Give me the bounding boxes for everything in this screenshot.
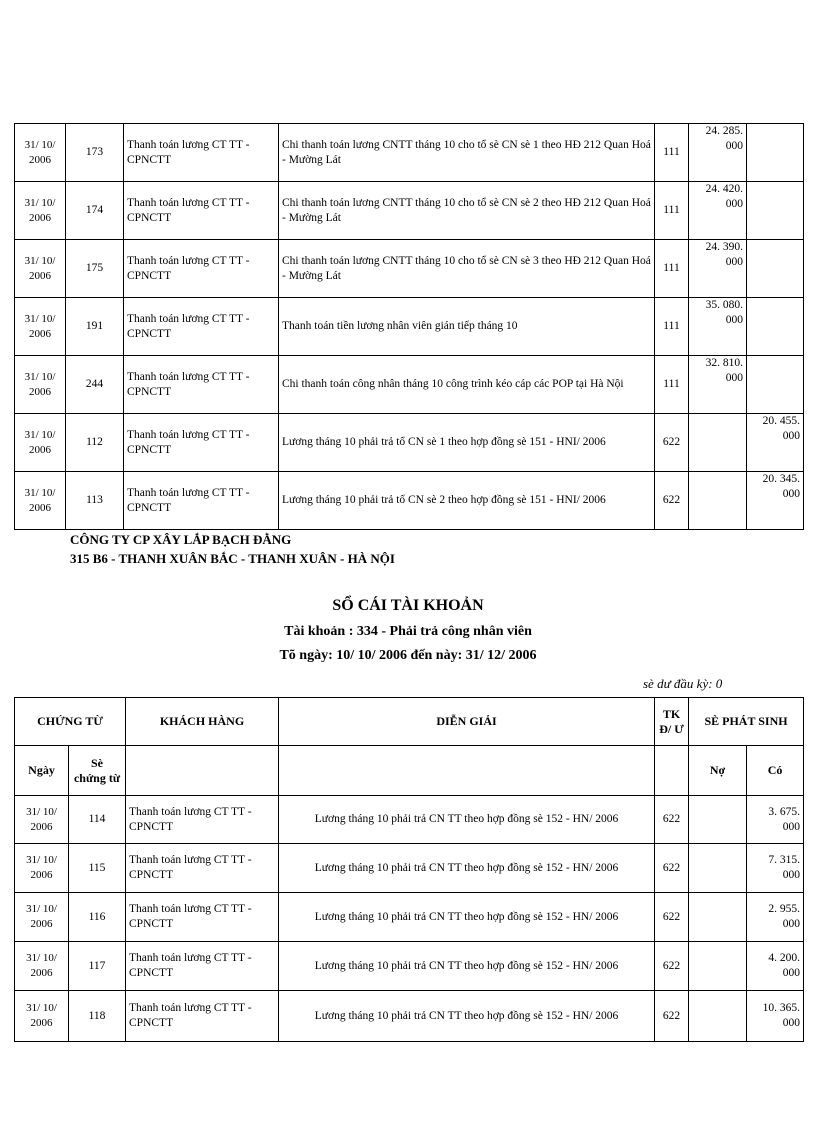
account-cell: 622 — [655, 414, 689, 472]
date-cell: 31/ 10/ 2006 — [15, 356, 66, 414]
description-cell: Lương tháng 10 phải trả CN TT theo hợp đồng sè 152 - HN/ 2006 — [279, 893, 655, 942]
credit-cell — [747, 124, 804, 182]
header-date: Ngày — [15, 746, 69, 796]
table-row — [15, 942, 804, 991]
customer-cell: Thanh toán lương CT TT - CPNCTT — [124, 356, 279, 414]
header-voucher-number: Sè chứng từ — [69, 746, 126, 796]
description-cell: Thanh toán tiền lương nhân viên gián tiếp tháng 10 — [279, 298, 655, 356]
table-row — [15, 893, 804, 942]
account-cell: 111 — [655, 356, 689, 414]
ledger-continuation-table — [14, 123, 804, 530]
subheader-row — [15, 746, 804, 796]
date-cell: 31/ 10/ 2006 — [15, 893, 69, 942]
account-cell: 111 — [655, 298, 689, 356]
debit-cell — [689, 893, 747, 942]
credit-cell — [747, 356, 804, 414]
voucher-number: 113 — [66, 472, 124, 530]
header-description: DIỄN GIẢI — [279, 698, 655, 746]
company-header — [70, 530, 395, 568]
debit-cell: 32. 810. 000 — [689, 356, 747, 414]
voucher-number: 114 — [69, 796, 126, 844]
table-row — [15, 472, 804, 530]
header-arising: SÈ PHÁT SINH — [689, 698, 804, 746]
table-row — [15, 844, 804, 893]
voucher-number: 174 — [66, 182, 124, 240]
account-cell: 622 — [655, 991, 689, 1042]
customer-cell: Thanh toán lương CT TT - CPNCTT — [126, 796, 279, 844]
table-row — [15, 240, 804, 298]
date-cell: 31/ 10/ 2006 — [15, 942, 69, 991]
ledger-table — [14, 697, 804, 1042]
credit-cell: 20. 455. 000 — [747, 414, 804, 472]
voucher-number: 115 — [69, 844, 126, 893]
debit-cell: 35. 080. 000 — [689, 298, 747, 356]
date-cell: 31/ 10/ 2006 — [15, 124, 66, 182]
date-cell: 31/ 10/ 2006 — [15, 991, 69, 1042]
header-voucher: CHỨNG TỪ — [15, 698, 126, 746]
credit-cell — [747, 240, 804, 298]
account-cell: 622 — [655, 472, 689, 530]
customer-cell: Thanh toán lương CT TT - CPNCTT — [124, 298, 279, 356]
account-cell: 111 — [655, 240, 689, 298]
empty-cell — [126, 746, 279, 796]
account-cell: 111 — [655, 182, 689, 240]
description-cell: Lương tháng 10 phải trả CN TT theo hợp đồng sè 152 - HN/ 2006 — [279, 796, 655, 844]
debit-cell: 24. 285. 000 — [689, 124, 747, 182]
customer-cell: Thanh toán lương CT TT - CPNCTT — [126, 893, 279, 942]
table-row — [15, 414, 804, 472]
description-cell: Chi thanh toán lương CNTT tháng 10 cho tổ sè CN sè 3 theo HĐ 212 Quan Hoá - Mường Lát — [279, 240, 655, 298]
voucher-number: 191 — [66, 298, 124, 356]
voucher-number: 117 — [69, 942, 126, 991]
debit-cell — [689, 942, 747, 991]
voucher-number: 175 — [66, 240, 124, 298]
voucher-number: 118 — [69, 991, 126, 1042]
table-row — [15, 356, 804, 414]
voucher-number: 244 — [66, 356, 124, 414]
voucher-number: 116 — [69, 893, 126, 942]
company-name: CÔNG TY CP XÂY LẮP BẠCH ĐẰNG — [70, 532, 292, 547]
opening-balance: sè dư đầu kỳ: 0 — [643, 676, 723, 691]
date-cell: 31/ 10/ 2006 — [15, 796, 69, 844]
customer-cell: Thanh toán lương CT TT - CPNCTT — [126, 942, 279, 991]
date-cell: 31/ 10/ 2006 — [15, 844, 69, 893]
credit-cell: 10. 365. 000 — [747, 991, 804, 1042]
credit-cell: 4. 200. 000 — [747, 942, 804, 991]
ledger-period: Tõ ngày: 10/ 10/ 2006 đến này: 31/ 12/ 2006 — [279, 648, 537, 663]
account-cell: 622 — [655, 942, 689, 991]
credit-cell: 20. 345. 000 — [747, 472, 804, 530]
table-row — [15, 298, 804, 356]
customer-cell: Thanh toán lương CT TT - CPNCTT — [126, 844, 279, 893]
description-cell: Chi thanh toán lương CNTT tháng 10 cho tổ sè CN sè 2 theo HĐ 212 Quan Hoá - Mường Lát — [279, 182, 655, 240]
company-address: 315 B6 - THANH XUÂN BẮC - THANH XUÂN - HÀ NỘI — [70, 551, 395, 566]
table-row — [15, 991, 804, 1042]
customer-cell: Thanh toán lương CT TT - CPNCTT — [124, 182, 279, 240]
description-cell: Chi thanh toán lương CNTT tháng 10 cho tổ sè CN sè 1 theo HĐ 212 Quan Hoá - Mường Lát — [279, 124, 655, 182]
customer-cell: Thanh toán lương CT TT - CPNCTT — [126, 991, 279, 1042]
date-cell: 31/ 10/ 2006 — [15, 182, 66, 240]
credit-cell: 3. 675. 000 — [747, 796, 804, 844]
table-row — [15, 182, 804, 240]
ledger-title: SỔ CÁI TÀI KHOẢN — [332, 597, 484, 614]
debit-cell — [689, 472, 747, 530]
credit-cell — [747, 298, 804, 356]
customer-cell: Thanh toán lương CT TT - CPNCTT — [124, 472, 279, 530]
customer-cell: Thanh toán lương CT TT - CPNCTT — [124, 414, 279, 472]
customer-cell: Thanh toán lương CT TT - CPNCTT — [124, 240, 279, 298]
voucher-number: 173 — [66, 124, 124, 182]
date-cell: 31/ 10/ 2006 — [15, 298, 66, 356]
description-cell: Lương tháng 10 phải trả CN TT theo hợp đồng sè 152 - HN/ 2006 — [279, 942, 655, 991]
debit-cell — [689, 991, 747, 1042]
header-customer: KHÁCH HÀNG — [126, 698, 279, 746]
description-cell: Lương tháng 10 phải trả CN TT theo hợp đồng sè 152 - HN/ 2006 — [279, 991, 655, 1042]
voucher-number: 112 — [66, 414, 124, 472]
account-cell: 622 — [655, 844, 689, 893]
debit-cell: 24. 390. 000 — [689, 240, 747, 298]
header-debit: Nợ — [689, 746, 747, 796]
empty-cell — [655, 746, 689, 796]
debit-cell — [689, 844, 747, 893]
date-cell: 31/ 10/ 2006 — [15, 414, 66, 472]
account-cell: 622 — [655, 796, 689, 844]
debit-cell: 24. 420. 000 — [689, 182, 747, 240]
account-cell: 111 — [655, 124, 689, 182]
customer-cell: Thanh toán lương CT TT - CPNCTT — [124, 124, 279, 182]
credit-cell: 2. 955. 000 — [747, 893, 804, 942]
debit-cell — [689, 796, 747, 844]
header-row — [15, 698, 804, 746]
credit-cell — [747, 182, 804, 240]
description-cell: Chi thanh toán công nhân tháng 10 công trình kéo cáp các POP tại Hà Nội — [279, 356, 655, 414]
description-cell: Lương tháng 10 phải trả tổ CN sè 2 theo hợp đồng sè 151 - HNI/ 2006 — [279, 472, 655, 530]
date-cell: 31/ 10/ 2006 — [15, 472, 66, 530]
empty-cell — [279, 746, 655, 796]
account-cell: 622 — [655, 893, 689, 942]
ledger-account: Tài khoản : 334 - Phải trả công nhân viên — [284, 624, 532, 639]
table-row — [15, 124, 804, 182]
description-cell: Lương tháng 10 phải trả tổ CN sè 1 theo hợp đồng sè 151 - HNI/ 2006 — [279, 414, 655, 472]
header-account: TK Đ/ Ư — [655, 698, 689, 746]
debit-cell — [689, 414, 747, 472]
header-credit: Có — [747, 746, 804, 796]
date-cell: 31/ 10/ 2006 — [15, 240, 66, 298]
credit-cell: 7. 315. 000 — [747, 844, 804, 893]
table-row — [15, 796, 804, 844]
description-cell: Lương tháng 10 phải trả CN TT theo hợp đồng sè 152 - HN/ 2006 — [279, 844, 655, 893]
